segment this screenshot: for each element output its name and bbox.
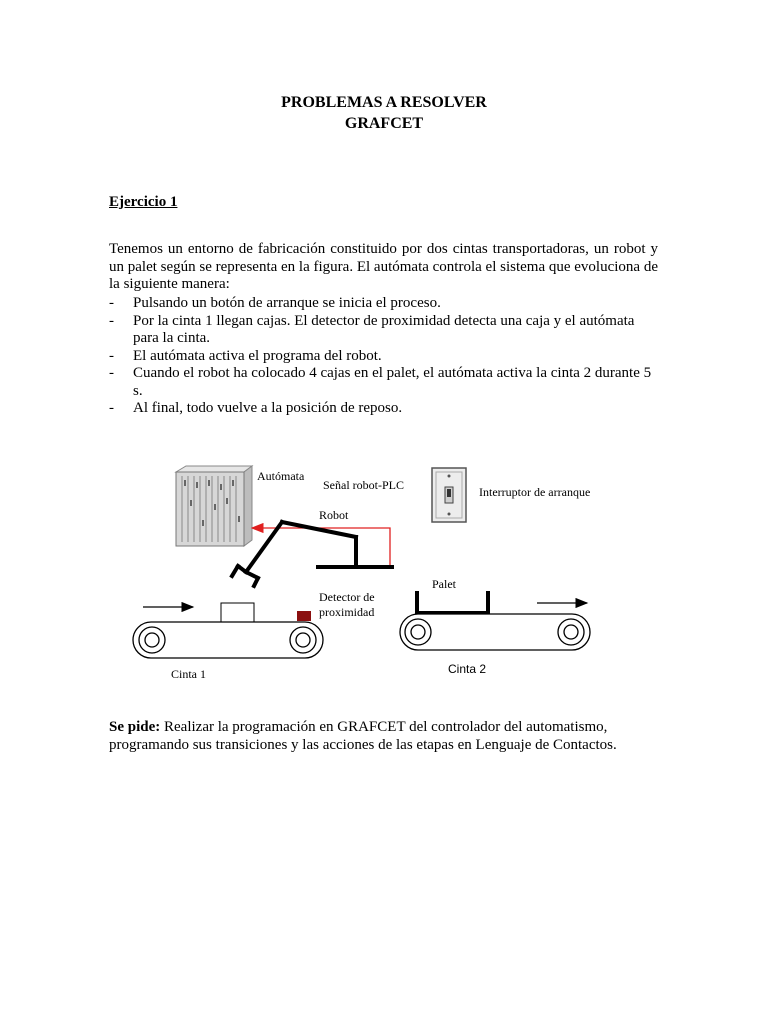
bullet-dash: - [109,312,114,329]
detector-label-line-1: Detector de [319,590,375,604]
bullet-dash: - [109,400,114,416]
exercise-heading: Ejercicio 1 [109,194,178,210]
start-switch-icon [432,468,466,522]
belt-2-icon [400,591,590,650]
robot-label: Robot [319,508,349,522]
bullet-dash: - [109,365,114,381]
pallet-icon [417,591,488,613]
pallet-label: Palet [432,577,456,591]
step-text: El autómata activa el programa del robot. [133,347,382,364]
detector-label-line-2: proximidad [319,605,375,619]
step-text: Al final, todo vuelve a la posición de reposo. [133,400,403,416]
belt-2-label: Cinta 2 [448,662,487,676]
step-text: Por la cinta 1 llegan cajas. El detector de proximidad detecta una caja y el autómata para la cinta. [133,312,635,346]
signal-label: Señal robot-PLC [323,478,404,492]
belt-1-icon [133,603,323,658]
automata-label: Autómata [257,469,305,483]
proximity-detector [297,611,311,621]
switch-label: Interruptor de arranque [479,485,591,499]
exercise-intro: Tenemos un entorno de fabricación constituido por dos cintas transportadoras, un robot y un palet según se representa en la figura. El autómata controla el sistema que evoluciona de la siguiente manera: [109,241,658,292]
request-text: Realizar la programación en GRAFCET del controlador del automatismo, programando sus transiciones y las acciones de las etapas en Lenguaje de Contactos. [109,719,617,753]
title-line-1: PROBLEMAS A RESOLVER [281,94,487,111]
robot-arm-icon [232,522,392,586]
bullet-dash: - [109,347,114,364]
request-label: Se pide: [109,719,161,735]
step-text: Cuando el robot ha colocado 4 cajas en el palet, el autómata activa la cinta 2 durante 5 s. [133,365,652,399]
belt-1-label: Cinta 1 [171,667,206,681]
task-request [109,719,669,754]
bullet-dash: - [109,295,114,311]
title-line-2: GRAFCET [344,115,424,132]
plc-rack-icon [176,466,252,546]
step-text: Pulsando un botón de arranque se inicia el proceso. [133,295,441,311]
